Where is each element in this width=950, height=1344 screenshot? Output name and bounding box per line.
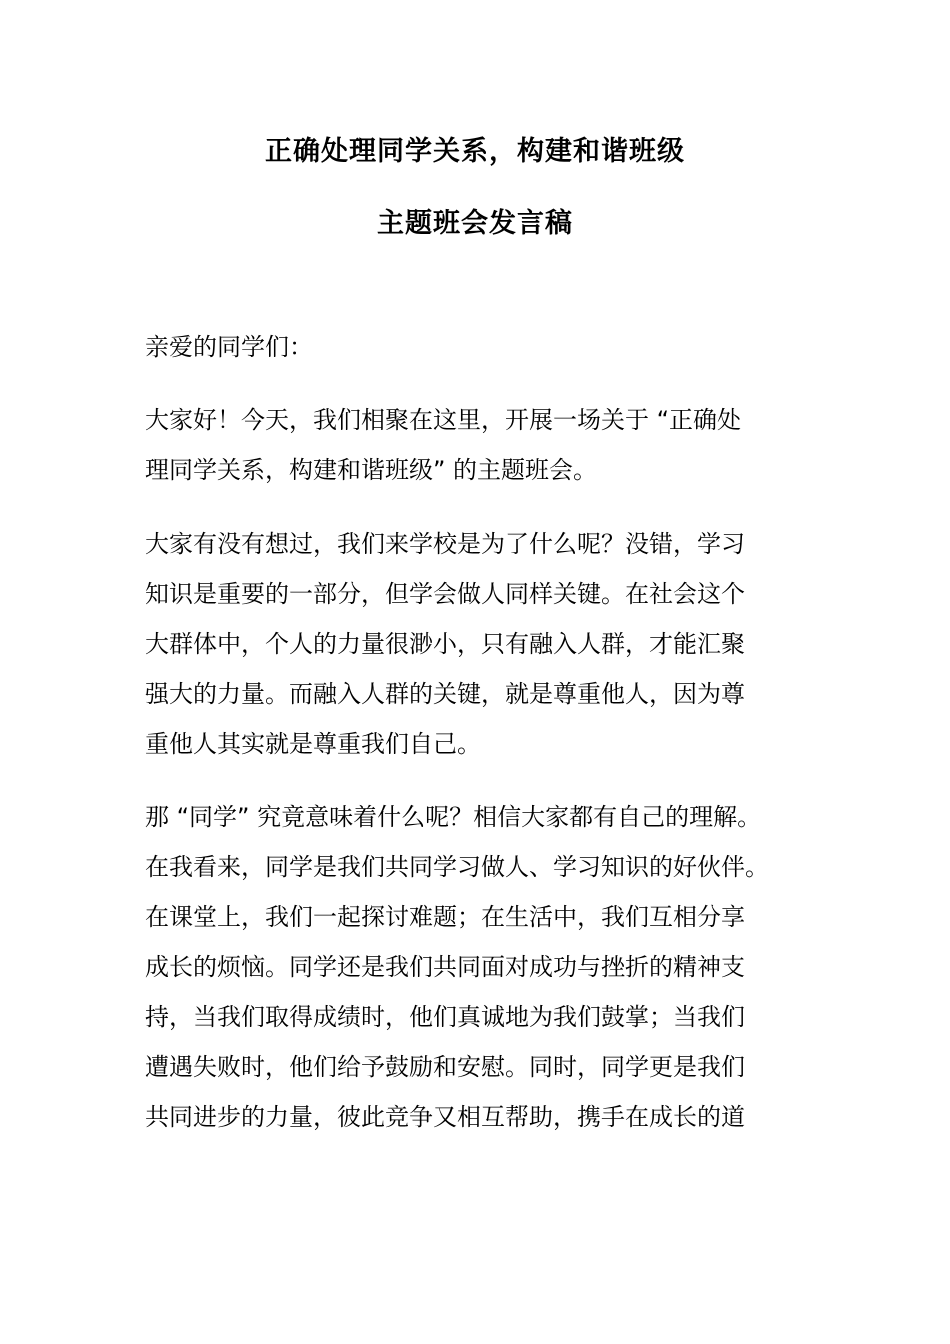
greeting-paragraph: [145, 322, 825, 372]
paragraph-line: 遭遇失败时，他们给予鼓励和安慰。同时，同学更是我们: [145, 1053, 745, 1081]
opening-paragraph: [145, 395, 825, 495]
paragraph-line: 强大的力量。而融入人群的关键，就是尊重他人，因为尊: [145, 680, 745, 708]
paragraph-line: 大群体中，个人的力量很渺小，只有融入人群，才能汇聚: [145, 630, 745, 658]
document-subtitle: 主题班会发言稿: [377, 208, 573, 239]
paragraph-line: 大家好！今天，我们相聚在这里，开展一场关于 “正确处: [145, 406, 742, 434]
paragraph-line: 成长的烦恼。同学还是我们共同面对成功与挫折的精神支: [145, 953, 745, 981]
paragraph-line: 重他人其实就是尊重我们自己。: [145, 730, 481, 758]
paragraph-line: 知识是重要的一部分，但学会做人同样关键。在社会这个: [145, 580, 745, 608]
paragraph-line: 大家有没有想过，我们来学校是为了什么呢？没错，学习: [145, 530, 745, 558]
body-paragraph: [145, 792, 825, 1142]
paragraph-line: 理同学关系，构建和谐班级” 的主题班会。: [145, 456, 598, 484]
paragraph-line: 在课堂上，我们一起探讨难题；在生活中，我们互相分享: [145, 903, 745, 931]
document-title: 正确处理同学关系，构建和谐班级: [265, 136, 685, 167]
body-paragraph: [145, 519, 825, 769]
paragraph-line: 持，当我们取得成绩时，他们真诚地为我们鼓掌；当我们: [145, 1003, 745, 1031]
paragraph-line: 共同进步的力量，彼此竞争又相互帮助，携手在成长的道: [145, 1103, 745, 1131]
paragraph-line: 在我看来，同学是我们共同学习做人、学习知识的好伙伴。: [145, 853, 769, 881]
paragraph-line: 亲爱的同学们：: [145, 333, 313, 361]
paragraph-line: 那 “同学” 究竟意味着什么呢？相信大家都有自己的理解。: [145, 803, 762, 831]
